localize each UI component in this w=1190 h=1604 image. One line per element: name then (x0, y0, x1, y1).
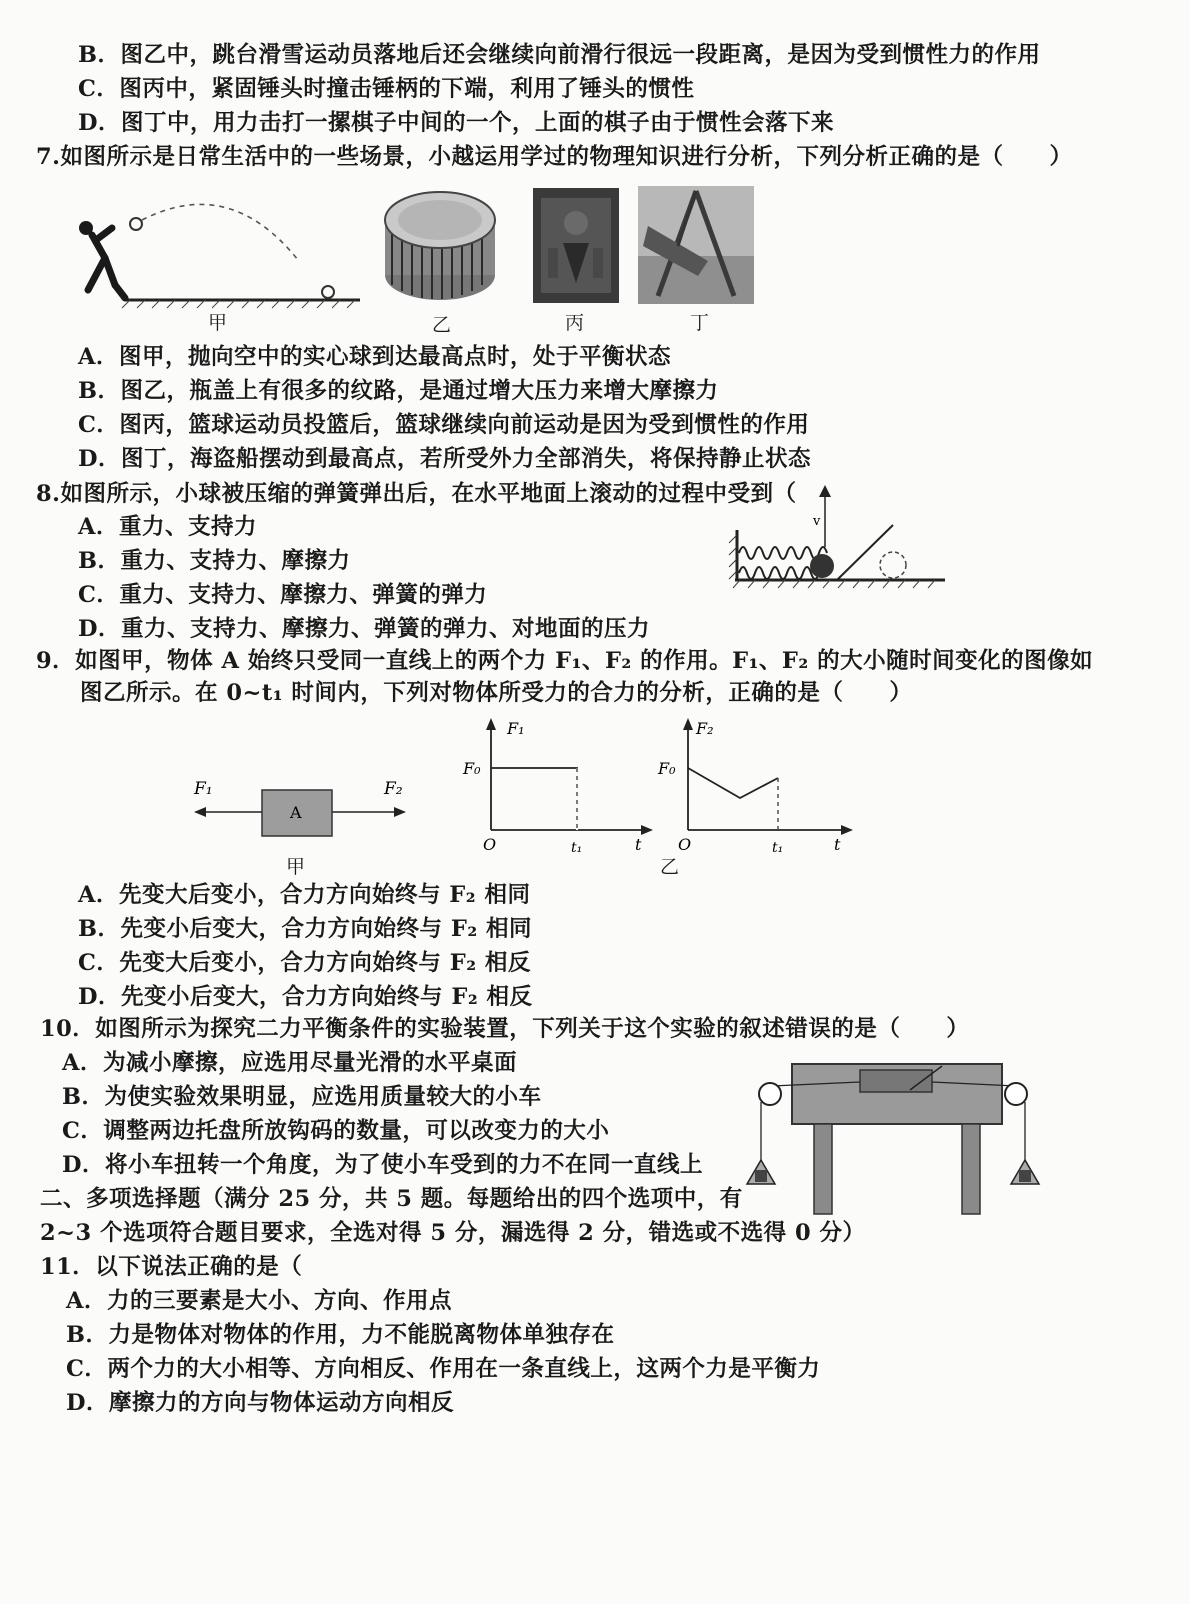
f1-graph-ylabel: F₁ (507, 719, 525, 738)
q9-caption-yi: 乙 (660, 856, 680, 878)
f2-graph-xlabel: t (834, 835, 841, 854)
q7-option-b: B．图乙，瓶盖上有很多的纹路，是通过增大压力来增大摩擦力 (78, 378, 719, 404)
q9-option-a: A．先变大后变小，合力方向始终与 F₂ 相同 (78, 882, 531, 908)
q7-caption-ding: 丁 (690, 312, 710, 334)
q9-f2-label: F₂ (384, 779, 403, 799)
f1-curve (491, 768, 577, 830)
f1-graph-xlabel: t (635, 835, 642, 854)
q7-figure-ding-pirate-ship (638, 186, 754, 304)
q9-caption-jia: 甲 (286, 856, 306, 878)
q7-stem: 7.如图所示是日常生活中的一些场景，小越运用学过的物理知识进行分析，下列分析正确的是（ ） (36, 144, 1073, 170)
q9-block-label: A (290, 803, 302, 822)
f2-graph-t1: t₁ (772, 840, 784, 856)
q10-option-d: D．将小车扭转一个角度，为了使小车受到的力不在同一直线上 (62, 1152, 704, 1178)
section2-title-line2: 2~3 个选项符合题目要求，全选对得 5 分，漏选得 2 分，错选或不选得 0 分） (40, 1220, 866, 1246)
f1-graph-f0: F₀ (463, 759, 481, 778)
q10-option-a: A．为减小摩擦，应选用尽量光滑的水平桌面 (62, 1050, 517, 1076)
q9-option-d: D．先变小后变大，合力方向始终与 F₂ 相反 (78, 984, 533, 1010)
f2-curve (688, 768, 778, 798)
q8-stem: 8.如图所示，小球被压缩的弹簧弹出后，在水平地面上滚动的过程中受到（ (36, 481, 820, 507)
q7-option-a: A．图甲，抛向空中的实心球到达最高点时，处于平衡状态 (78, 344, 671, 370)
q8-option-d: D．重力、支持力、摩擦力、弹簧的弹力、对地面的压力 (78, 616, 651, 642)
q6-option-d: D．图丁中，用力击打一摞棋子中间的一个，上面的棋子由于惯性会落下来 (78, 110, 835, 136)
q11-option-a: A．力的三要素是大小、方向、作用点 (66, 1288, 452, 1314)
q10-stem: 10．如图所示为探究二力平衡条件的实验装置，下列关于这个实验的叙述错误的是（ ） (40, 1016, 970, 1042)
f1-graph-t1: t₁ (571, 840, 583, 856)
q11-option-b: B．力是物体对物体的作用，力不能脱离物体单独存在 (66, 1322, 615, 1348)
q9-graph-f2 (652, 712, 857, 857)
q7-caption-bing: 丙 (565, 312, 585, 334)
q10-figure-balance-apparatus (742, 1052, 1042, 1217)
q11-stem: 11．以下说法正确的是（ (40, 1254, 303, 1280)
q8-option-c: C．重力、支持力、摩擦力、弹簧的弹力 (78, 582, 488, 608)
q9-option-b: B．先变小后变大，合力方向始终与 F₂ 相同 (78, 916, 533, 942)
q7-option-c: C．图丙，篮球运动员投篮后，篮球继续向前运动是因为受到惯性的作用 (78, 412, 810, 438)
q7-caption-jia: 甲 (208, 312, 228, 334)
q9-stem-line2: 图乙所示。在 0~t₁ 时间内，下列对物体所受力的合力的分析，正确的是（ ） (80, 680, 913, 706)
f2-graph-origin: O (678, 835, 692, 854)
q6-option-b: B．图乙中，跳台滑雪运动员落地后还会继续向前滑行很远一段距离，是因为受到惯性力的作用 (78, 42, 1041, 68)
q10-option-c: C．调整两边托盘所放钩码的数量，可以改变力的大小 (62, 1118, 610, 1144)
q9-stem-line1: 9．如图甲，物体 A 始终只受同一直线上的两个力 F₁、F₂ 的作用。F₁、F₂ 的大小随时间变化的图像如 (36, 648, 1094, 674)
q7-caption-yi: 乙 (432, 314, 452, 336)
f2-graph-ylabel: F₂ (696, 719, 714, 738)
q7-option-d: D．图丁，海盗船摆动到最高点，若所受外力全部消失，将保持静止状态 (78, 446, 812, 472)
section2-title-line1: 二、多项选择题（满分 25 分，共 5 题。每题给出的四个选项中，有 (40, 1186, 743, 1212)
q9-f1-label: F₁ (194, 779, 213, 799)
q8-v-label: v (813, 514, 821, 529)
f2-graph-f0: F₀ (658, 759, 676, 778)
q11-option-c: C．两个力的大小相等、方向相反、作用在一条直线上，这两个力是平衡力 (66, 1356, 821, 1382)
q8-figure-spring-ball (725, 485, 950, 600)
q9-option-c: C．先变大后变小，合力方向始终与 F₂ 相反 (78, 950, 531, 976)
q9-graph-f1 (455, 712, 655, 857)
q9-figure-jia-block (190, 770, 420, 850)
q10-option-b: B．为使实验效果明显，应选用质量较大的小车 (62, 1084, 542, 1110)
q8-option-b: B．重力、支持力、摩擦力 (78, 548, 351, 574)
q7-figure-yi-bottle-cap (380, 185, 500, 305)
q7-figure-bing-basketball (533, 188, 619, 303)
f1-graph-origin: O (483, 835, 497, 854)
q7-figure-jia-shotput (70, 180, 370, 310)
q8-option-a: A．重力、支持力 (78, 514, 257, 540)
q11-option-d: D．摩擦力的方向与物体运动方向相反 (66, 1390, 455, 1416)
q6-option-c: C．图丙中，紧固锤头时撞击锤柄的下端，利用了锤头的惯性 (78, 76, 695, 102)
